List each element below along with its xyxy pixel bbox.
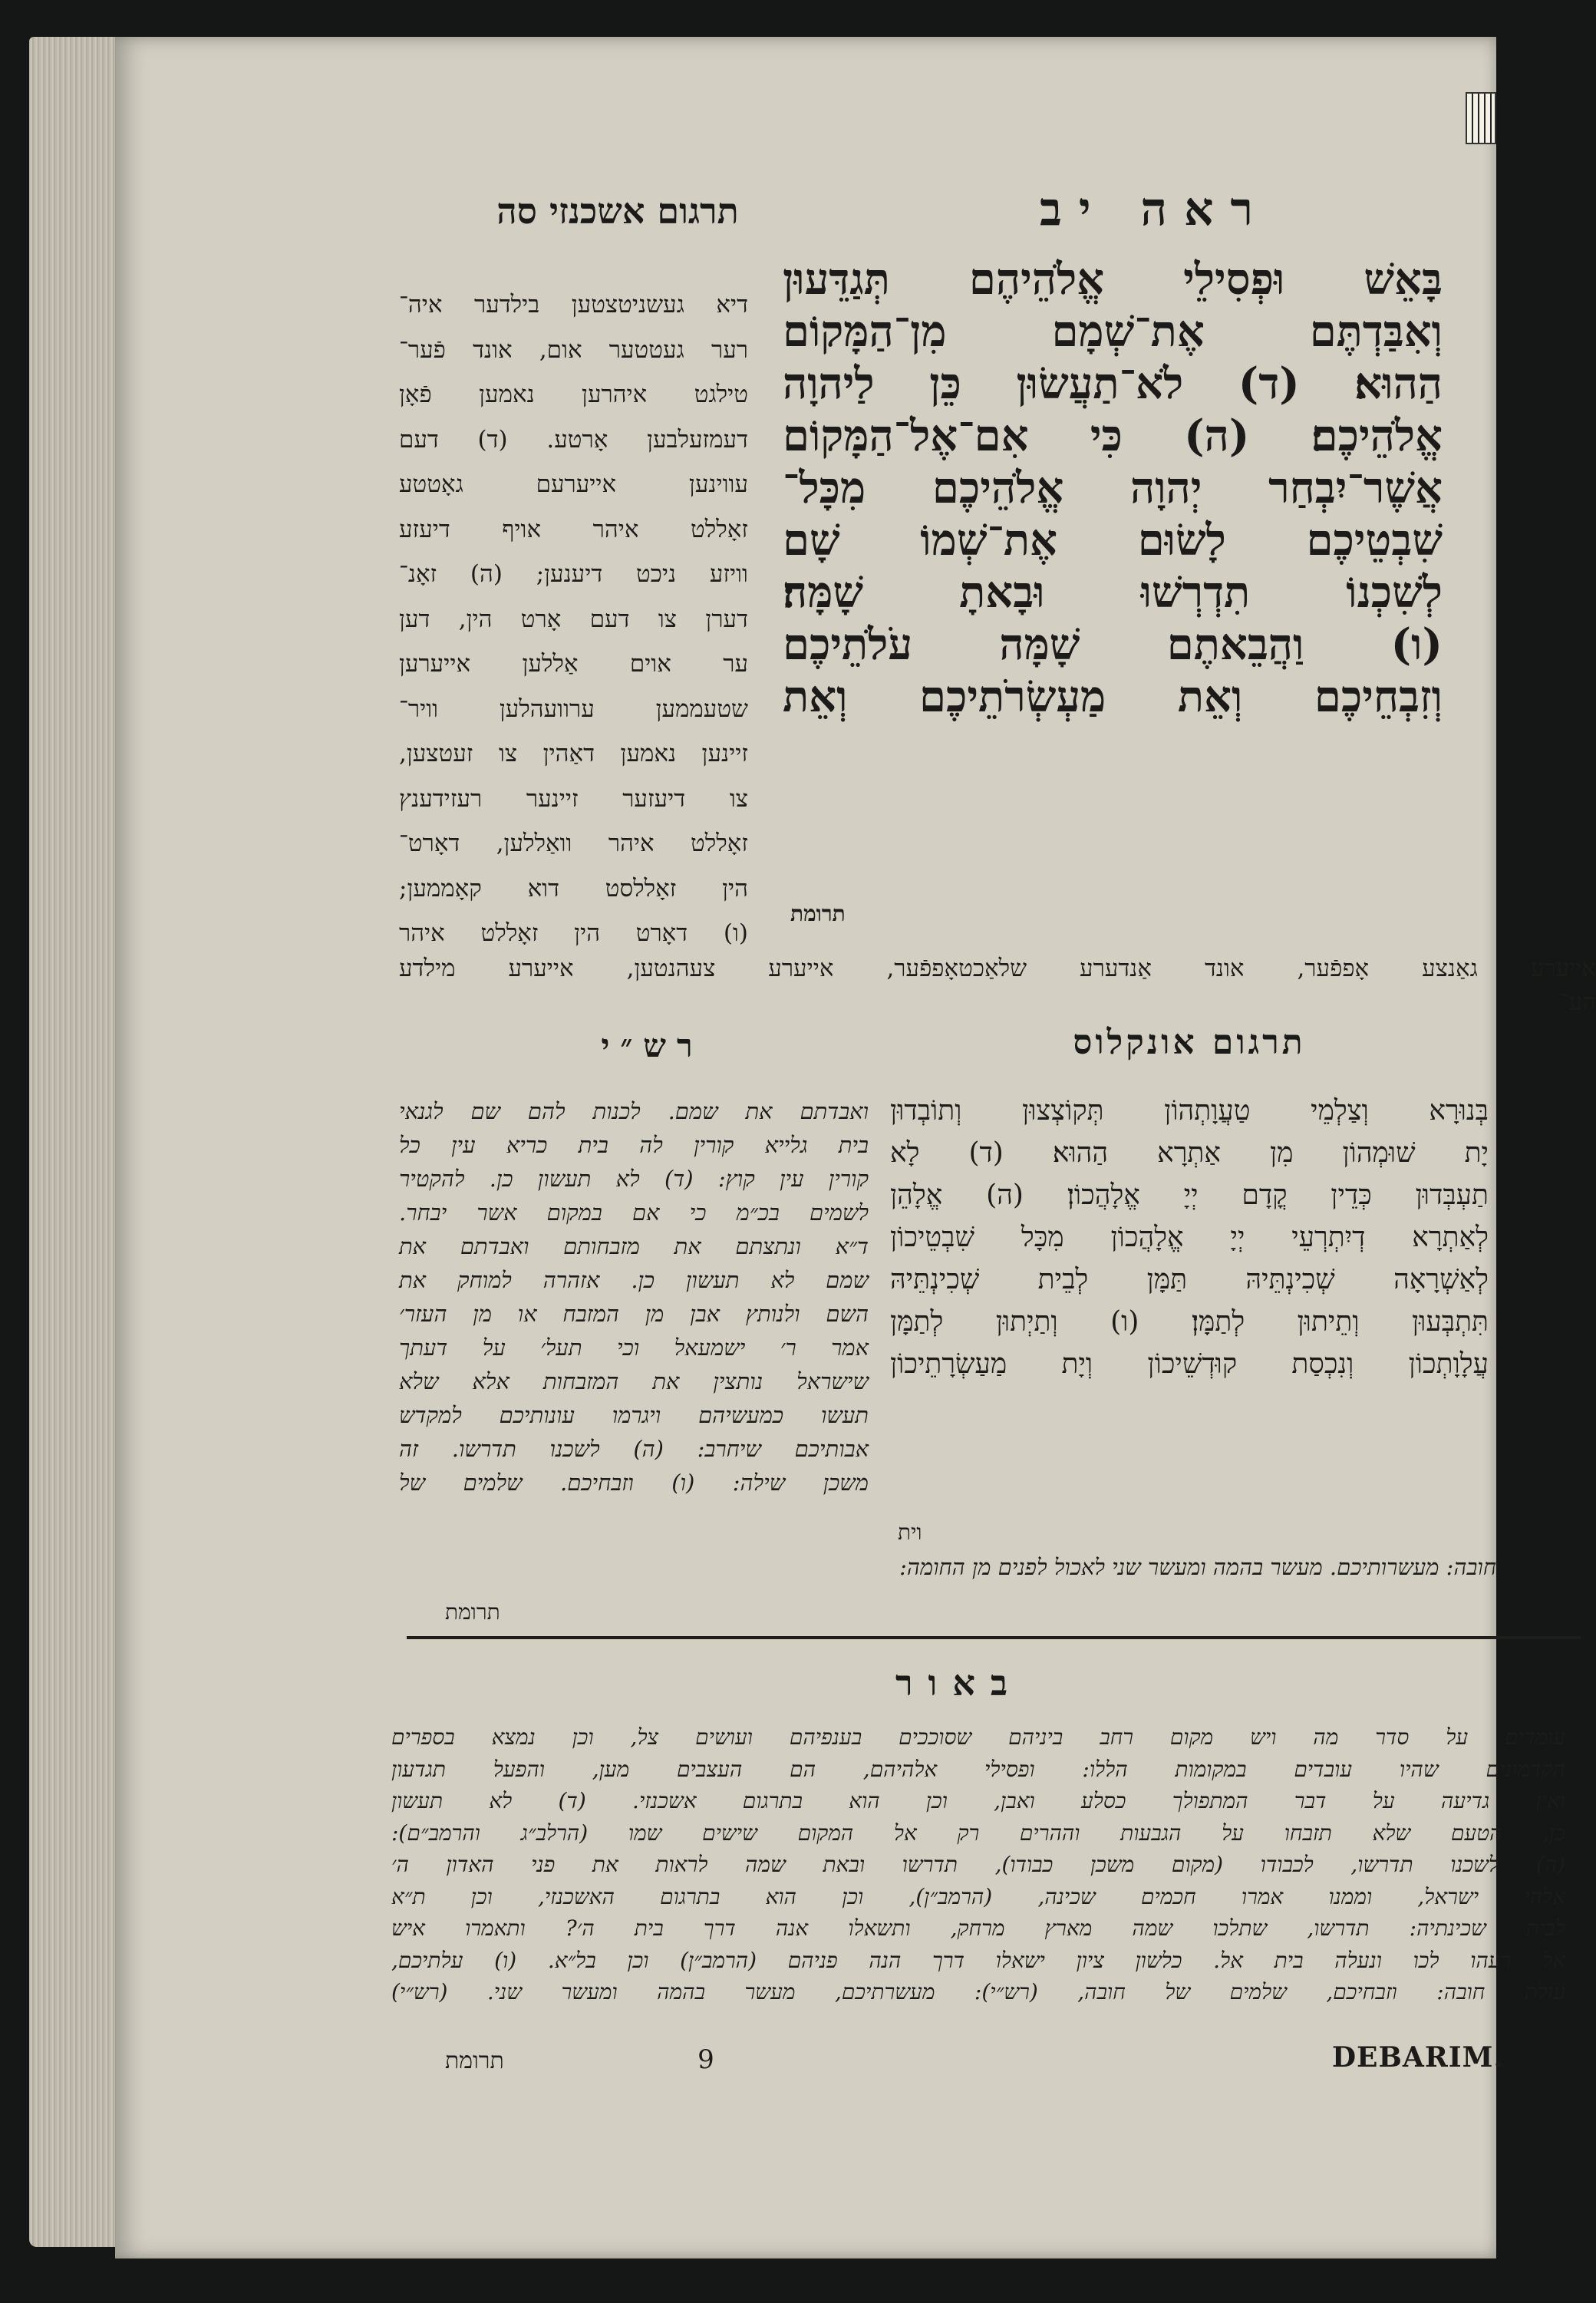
torah-line: שִׁבְטֵיכֶם לָשׂוּם אֶת־שְׁמוֹ שָׁם (783, 515, 1443, 566)
commentary-continuation (453, 1550, 1496, 1584)
biur-line: אל רעהו לכו ונעלה בית אל. כלשון ציון ישאלו דרך הנה פניהם (הרמב״ן) וכן בל״א. (ו) עלתיכם, (391, 1947, 1565, 1973)
torah-catchword: תרומת (790, 901, 846, 926)
ashkenazi-line: וויזע ניכט דיענען; (ה) זאָנ־ (399, 560, 748, 588)
rashi-line: משכן שילה: (ו) וזבחיכם. שלמים של (399, 1470, 869, 1496)
biur-column (391, 1721, 1565, 2008)
ashkenazi-line: שטעממען ערוועהלען וויר־ (399, 695, 748, 723)
biur-line: אלהי ישראל, וממנו אמרו חכמים שכינה, (הרמב״ן), וכן הוא בתרגום האשכנזי, וכן ת״א (391, 1883, 1565, 1909)
rashi-line: ד״א ונתצתם את מזבחותם ואבדתם את (399, 1233, 869, 1259)
ashkenazi-line: (ו) דאָרט הין זאָללט איהר (399, 919, 748, 947)
biur-line: ואין גדיעה על דבר המתפולך כסלע ואבן, וכן הוא בתרגום אשכנזי. (ד) לא תעשון (391, 1788, 1565, 1813)
book-page (115, 37, 1596, 2258)
rashi-line: ואבדתם את שמם. לכנות להם שם לגנאי (399, 1098, 869, 1124)
biur-title: באור (895, 1662, 1024, 1704)
onkelos-line: עֲלָוָתְכוֹן וְנִכְסַת קוּדְשֵׁיכוֹן וְיָת מַעַשְׂרָתֵיכוֹן (890, 1348, 1489, 1380)
ashkenazi-line: צו דיעזער זיינער רעזידענץ (399, 784, 748, 813)
ashkenazi-continuation (399, 952, 1596, 1019)
rashi-line: אמר ר׳ ישמעאל וכי תעל׳ על דעתך (399, 1335, 869, 1361)
ashkenazi-line: זאָללט איהר וואַללען, דאָרט־ (399, 830, 748, 857)
ashkenazi-line: רער געטטער אום, אונד פֿער־ (399, 335, 748, 364)
torah-line: וְאִבַּדְתֶּם אֶת־שְׁמָם מִן־הַמָּקוֹם (783, 306, 1443, 357)
biur-line: עולת חובה: וזבחיכם, שלמים של חובה, (רש״י): מעשרתיכם, מעשר בהמה ומעשר שני. (רש״י) (391, 1979, 1565, 2004)
scale-ruler (1466, 92, 1496, 144)
onkelos-line: לְאַתְרָא דְיִתְרְעֵי יְיָ אֱלָהֲכוֹן מִכָּל שִׁבְטֵיכוֹן (890, 1222, 1489, 1253)
rashi-line: תעשו כמעשיהם ויגרמו עונותיכם למקדש (399, 1402, 869, 1428)
rashi-line: שישראל נותצין את המזבחות אלא שלא (399, 1368, 869, 1394)
biur-line: עומדים על סדר מה ויש מקום רחב ביניהם שסוככים בענפיהם ועושים צל, וכן נמצא בספרים (391, 1724, 1565, 1750)
ashkenazi-line: טילגט איהרען נאמען פֿאָן (399, 381, 748, 408)
onkelos-line: תַעְבְּדוּן כְּדֵין קֳדָם יְיָ אֱלָהֲכוֹן׃ (ה) אֱלָהֵן (890, 1180, 1489, 1211)
book-name: DEBARIM. (1331, 2041, 1504, 2074)
ashkenazi-wide-line: הע־ (1559, 988, 1596, 1016)
torah-line: לְשִׁכְנוֹ תִדְרְשׁוּ וּבָאתָ שָׁמָּה׃ (783, 567, 1443, 618)
onkelos-column (890, 1090, 1489, 1385)
ashkenazi-line: דערן צו דעם אָרט הין, דען (399, 605, 748, 633)
torah-line: בָּאֵשׁ וּפְסִילֵי אֱלֹהֵיהֶם תְּגַדֵּעוּן (783, 254, 1443, 305)
rashi-column (399, 1094, 869, 1500)
rashi-line: בית גלייא קורין לה בית כריא עין כל (399, 1132, 869, 1158)
rashi-title: רש״י (601, 1027, 704, 1064)
ashkenazi-line: הין זאָללסט דוא קאָממען; (399, 874, 748, 902)
onkelos-line: לְאַשְׁרָאָה שְׁכִינְתֵּיהּ תַּמָּן לְבֵית שְׁכִינְתֵּיהּ (890, 1264, 1489, 1295)
biur-line: (ה) לשכנו תדרשו, לכבודו (מקום משכן כבודו), תדרשו ובאת שמה לראות את פני האדון ה׳ (391, 1852, 1565, 1877)
onkelos-line: בְּנוּרָא וְצַלְמֵי טַעֲוָתְהוֹן תְּקוֹצְצוּן וְתוֹבְדוּן (890, 1095, 1489, 1127)
ashkenazi-line: זאָללט איהר אויף דיעזע (399, 515, 748, 543)
ashkenazi-header: תרגום אשכנזי סה (496, 190, 739, 232)
torah-line: אֲשֶׁר־יִבְחַר יְהוָה אֱלֹהֵיכֶם מִכָּל־ (783, 463, 1443, 513)
section-divider (407, 1636, 1581, 1639)
page-number: 9 (697, 2044, 714, 2075)
onkelos-line: יָת שׁוּמְהוֹן מִן אַתְרָא הַהוּא׃ (ד) לָא (890, 1137, 1489, 1169)
parashah-header: ראה יב (1039, 183, 1271, 236)
onkelos-line: תִּתְבְּעוּן וְתֵיתוּן לְתַמָּן׃ (ו) וְתַיְתוּן לְתַמָּן (890, 1306, 1489, 1338)
ashkenazi-line: ער אוים אַללען אייערען (399, 650, 748, 678)
rashi-line: אבותיכם שיחרב: (ה) לשכנו תדרשו. זה (399, 1436, 869, 1462)
onkelos-title: תרגום אונקלוס (1073, 1023, 1306, 1062)
torah-line: הַהוּא׃ (ד) לֹא־תַעֲשׂוּן כֵּן לַיהוָה (783, 358, 1443, 409)
ashkenazi-line: עווינען אייערעם גאָטטע (399, 470, 748, 498)
rashi-catchword: תרומת (445, 1599, 500, 1625)
onkelos-catchword: וית (898, 1519, 922, 1545)
book-page-edges (29, 37, 121, 2247)
rashi-line: השם ולנותץ אבן מן המזבח או מן העזר׳ (399, 1301, 869, 1327)
ashkenazi-column (399, 282, 748, 956)
torah-line: (ו) וַהֲבֵאתֶם שָׁמָּה עֹלֹתֵיכֶם (783, 619, 1443, 670)
ashkenazi-line: דיא געשניטצטען בילדער איה־ (399, 291, 748, 318)
torah-line: וְזִבְחֵיכֶם וְאֵת מַעְשְׂרֹתֵיכֶם וְאֵת (783, 671, 1443, 722)
rashi-line: לשמים בכ״מ כי אם במקום אשר יבחר. (399, 1199, 869, 1226)
biur-line: לבית שכינתיה: תדרשו, שתלכו שמה מארץ מרחק, ותשאלו אנה דרך בית ה׳? ותאמרו איש (391, 1915, 1565, 1941)
rashi-line: קורין עין קוץ: (ד) לא תעשון כן. להקטיר (399, 1166, 869, 1192)
biur-line: כן, הטעם שלא תזבחו על הגבעות וההרים רק אל המקום שישים שמו (הרלב״ג והרמב״ם): (391, 1820, 1565, 1846)
ashkenazi-line: דעמזעלבען אָרטע. (ד) דעם (399, 425, 748, 454)
biur-line: הקדמונים שהיו עובדים במקומות הללו: ופסילי אלהיהם, הם העצבים מען, והפעל תגדעון (391, 1756, 1565, 1782)
torah-line: אֱלֹהֵיכֶם׃ (ה) כִּי אִם־אֶל־הַמָּקוֹם (783, 411, 1443, 461)
ashkenazi-line: זיינען נאמען דאַהין צו זעטצען, (399, 740, 748, 767)
torah-text (783, 253, 1443, 723)
footer-catchword: תרומת (445, 2047, 504, 2074)
ashkenazi-wide-line: אייערע גאַנצע אָפפֿער, אונד אַנדערע שלאַכטאָפפֿער, אייערע צעהנטען, אייערע מילדע (399, 955, 1596, 982)
commentary-line: חובה: מעשרותיכם. מעשר בהמה ומעשר שני לאכול לפנים מן החומה: (899, 1554, 1496, 1580)
rashi-line: שמם לא תעשון כן. אזהרה למוחק את (399, 1267, 869, 1293)
